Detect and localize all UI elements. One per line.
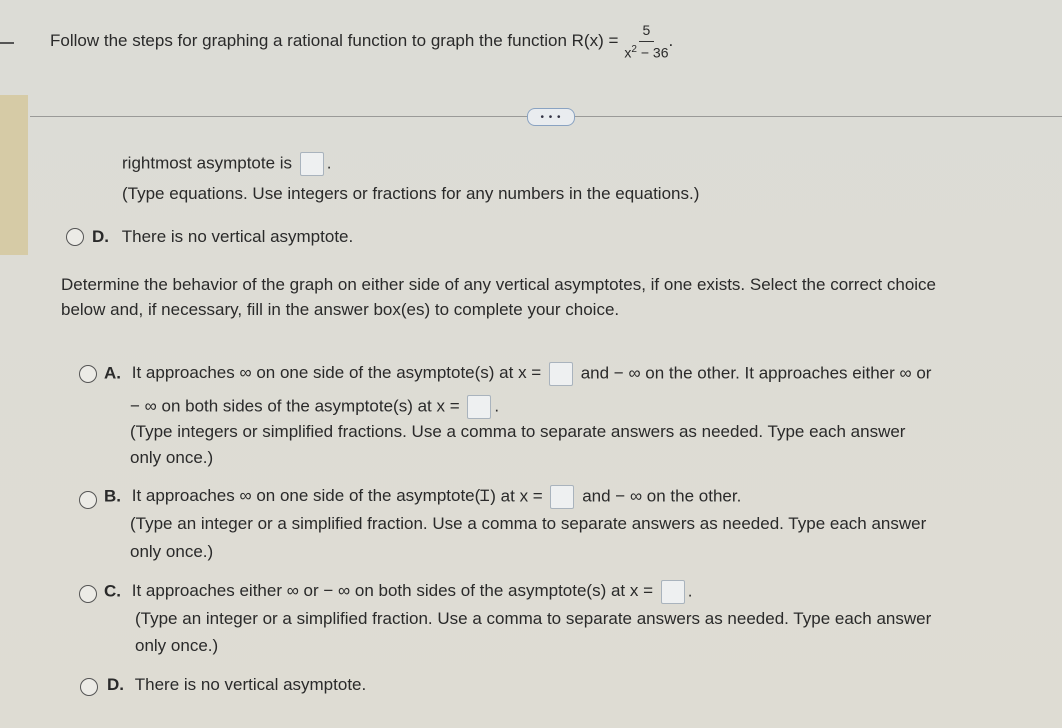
ellipsis-icon: • • • [540,111,562,123]
option-b-radio[interactable] [79,491,97,509]
function-fraction [624,22,668,61]
text-cursor-icon: Ɪ [480,488,490,505]
option-a-line-1[interactable] [104,362,931,386]
denominator-base: x [624,44,632,61]
option-a-letter: A. [104,363,121,383]
option-d-letter: D. [107,675,124,694]
denominator-rest: − 36 [640,44,669,61]
function-end: . [668,30,674,50]
function-numerator: 5 [639,22,655,42]
option-c-end: . [687,581,693,601]
option-a-hint-1: (Type integers or simplified fractions. Use a comma to separate answers as needed. Type each answer [130,422,906,441]
rightmost-asymptote-text: rightmost asymptote is [122,153,293,173]
left-edge-mark [0,42,14,44]
question-line-1: Determine the behavior of the graph on either side of any vertical asymptotes, if one exists. Select the correct choice [61,275,937,294]
option-c-hint-2: only once.) [135,636,219,655]
option-b-hint-2: only once.) [130,542,214,561]
denominator-exponent: 2 [631,44,637,55]
option-b-text-2: and − ∞ on the other. [582,486,742,506]
option-c-letter: C. [104,581,121,601]
option-a-text-2: and − ∞ on the other. It approaches either ∞ or [580,363,932,383]
option-c-answer-box[interactable] [661,580,685,604]
option-b-text-1: It approaches ∞ on one side of the asymptote( [131,486,481,506]
option-d-text: There is no vertical asymptote. [134,675,367,694]
rightmost-end: . [326,153,332,173]
option-a-end: . [494,396,500,416]
option-a-line-2 [130,395,499,419]
prev-option-d-text: There is no vertical asymptote. [121,227,354,246]
option-c-hint-1: (Type an integer or a simplified fraction. Use a comma to separate answers as needed. Type each answer [135,609,932,628]
option-a-text-1: It approaches ∞ on one side of the asymptote(s) at x = [131,363,542,383]
prev-option-d[interactable] [92,227,353,247]
option-c-line-1[interactable] [104,580,693,604]
prev-hint: (Type equations. Use integers or fractions for any numbers in the equations.) [122,184,700,203]
prev-option-d-letter: D. [92,227,109,246]
option-b-answer-box[interactable] [550,485,574,509]
option-a-answer-box-2[interactable] [467,395,491,419]
option-a-answer-box-1[interactable] [549,362,573,386]
problem-instruction: Follow the steps for graphing a rational function to graph the function R(x) = [50,30,619,50]
option-c-radio[interactable] [79,585,97,603]
option-a-hint-2: only once.) [130,448,214,467]
problem-header [50,22,673,61]
prev-option-d-radio[interactable] [66,228,84,246]
option-b-hint-1: (Type an integer or a simplified fraction. Use a comma to separate answers as needed. Type each answer [130,514,927,533]
option-a-text-3: − ∞ on both sides of the asymptote(s) at x = [130,396,460,416]
option-b-letter: B. [104,486,121,506]
show-more-button[interactable] [527,108,575,126]
question-line-2: below and, if necessary, fill in the answer box(es) to complete your choice. [61,300,620,319]
option-d-radio[interactable] [80,678,98,696]
option-a-radio[interactable] [79,365,97,383]
option-c-text-1: It approaches either ∞ or − ∞ on both sides of the asymptote(s) at x = [131,581,654,601]
rightmost-asymptote-answer-box[interactable] [300,152,324,176]
left-accent-bar [0,95,28,255]
rightmost-asymptote-line [122,152,332,176]
option-b-text-1b: ) at x = [490,486,543,506]
function-denominator [624,42,668,61]
option-d-line[interactable] [107,675,366,695]
option-b-line-1[interactable] [104,485,741,509]
